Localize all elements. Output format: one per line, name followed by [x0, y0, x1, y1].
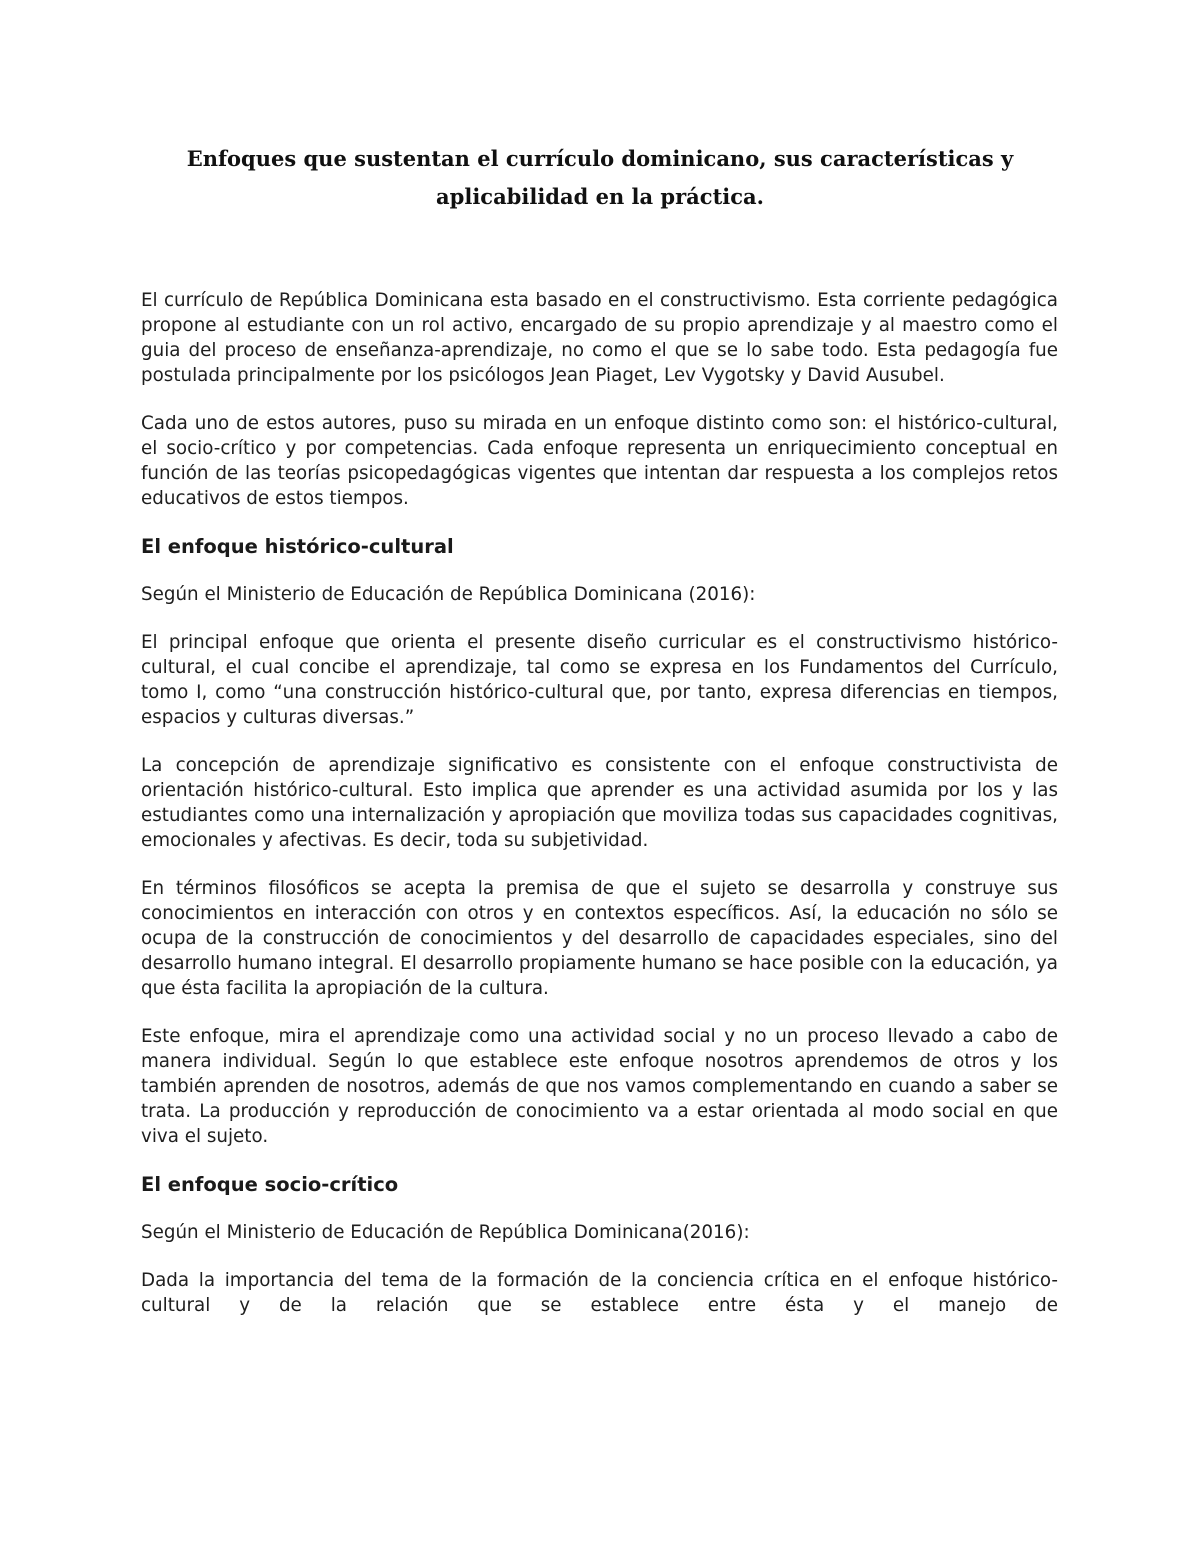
- heading-historico-cultural: El enfoque histórico-cultural: [141, 535, 454, 558]
- paragraph-intro: El currículo de República Dominicana esta basado en el constructivismo. Esta corriente pedagógica propone al estudiante con un rol activo, encargado de su propio aprendizaje y al maestro como el guia del proceso de enseñanza-aprendizaje, no como el que se lo sabe todo. Esta pedagogía fue postulada principalmente por los psicólogos Jean Piaget, Lev Vygotsky y David Ausubel.: [141, 290, 1058, 386]
- paragraph-filosoficos: En términos filosóficos se acepta la premisa de que el sujeto se desarrolla y construye sus conocimientos en interacción con otros y en contextos específicos. Así, la educación no sólo se ocupa de la construcción de conocimientos y del desarrollo de capacidades especiales, sino del desarrollo humano integral. El desarrollo propiamente humano se hace posible con la educación, ya que ésta facilita la apropiación de la cultura.: [141, 878, 1058, 999]
- document-title: Enfoques que sustentan el currículo dominicano, sus características y aplicabilidad en la práctica.: [186, 146, 1014, 209]
- paragraph-concepcion: La concepción de aprendizaje significativo es consistente con el enfoque constructivista de orientación histórico-cultural. Esto implica que aprender es una actividad asumida por los y las estudiantes como una internalización y apropiación que moviliza todas sus capacidades cognitivas, emocionales y afectivas. Es decir, toda su subjetividad.: [141, 755, 1058, 851]
- paragraph-principal-enfoque: El principal enfoque que orienta el presente diseño curricular es el constructivismo histórico-cultural, el cual concibe el aprendizaje, tal como se expresa en los Fundamentos del Currículo, tomo I, como “una construcción histórico-cultural que, por tanto, expresa diferencias en tiempos, espacios y culturas diversas.”: [141, 632, 1058, 728]
- paragraph-citation-2: Según el Ministerio de Educación de República Dominicana(2016):: [141, 1222, 750, 1243]
- heading-socio-critico: El enfoque socio-crítico: [141, 1173, 399, 1196]
- document-body: [141, 288, 1058, 1341]
- paragraph-conciencia-critica: Dada la importancia del tema de la formación de la conciencia crítica en el enfoque histórico-cultural y de la relación que se establece entre ésta y el manejo de: [141, 1270, 1058, 1316]
- paragraph-actividad-social: Este enfoque, mira el aprendizaje como una actividad social y no un proceso llevado a cabo de manera individual. Según lo que establece este enfoque nosotros aprendemos de otros y los también aprenden de nosotros, además de que nos vamos complementando en cuando a saber se trata. La producción y reproducción de conocimiento va a estar orientada al modo social en que viva el sujeto.: [141, 1026, 1058, 1147]
- paragraph-authors: Cada uno de estos autores, puso su mirada en un enfoque distinto como son: el histórico-cultural, el socio-crítico y por competencias. Cada enfoque representa un enriquecimiento conceptual en función de las teorías psicopedagógicas vigentes que intentan dar respuesta a los complejos retos educativos de estos tiempos.: [141, 413, 1058, 509]
- paragraph-citation-1: Según el Ministerio de Educación de República Dominicana (2016):: [141, 584, 756, 605]
